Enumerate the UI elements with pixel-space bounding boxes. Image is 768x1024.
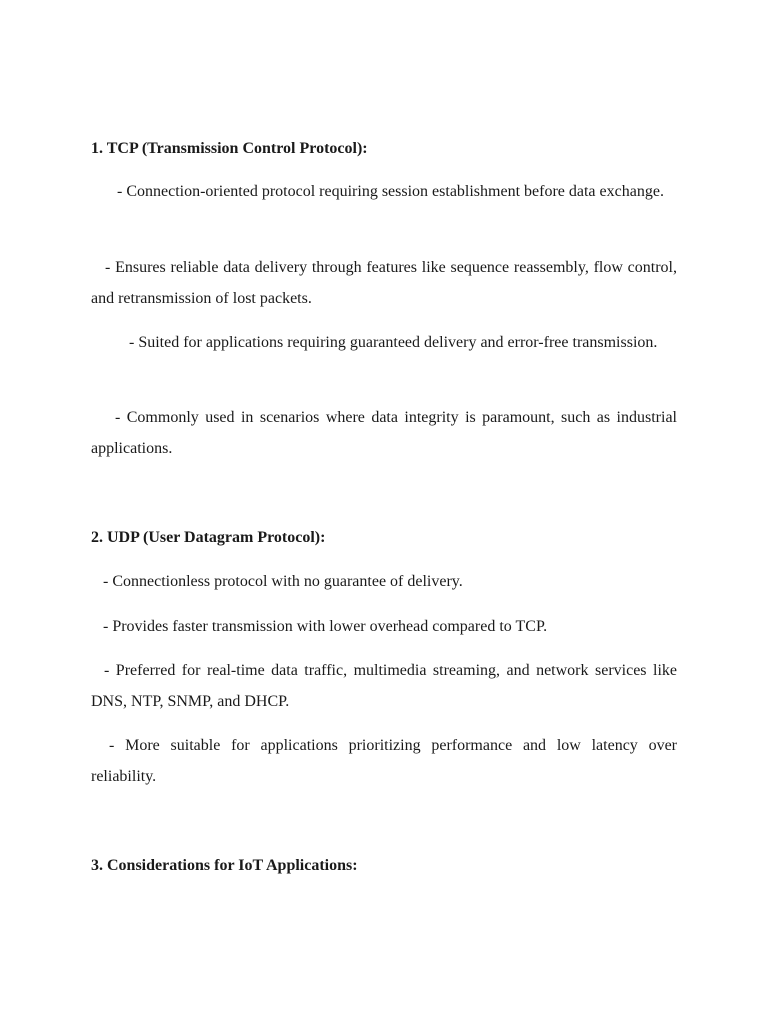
udp-point-3: - Preferred for real-time data traffic, multimedia streaming, and network services like DNS, NTP, SNMP, and DHCP. (91, 662, 677, 710)
tcp-point-4: - Commonly used in scenarios where data integrity is paramount, such as industrial applications. (91, 409, 677, 457)
udp-point-2: - Provides faster transmission with lower overhead compared to TCP. (103, 618, 548, 635)
section-heading-iot: 3. Considerations for IoT Applications: (91, 857, 358, 874)
udp-point-4: - More suitable for applications prioritizing performance and low latency over reliability. (91, 737, 677, 785)
udp-point-1: - Connectionless protocol with no guarantee of delivery. (103, 573, 463, 590)
tcp-point-3: - Suited for applications requiring guaranteed delivery and error-free transmission. (129, 334, 658, 351)
section-heading-udp: 2. UDP (User Datagram Protocol): (91, 529, 326, 546)
section-heading-tcp: 1. TCP (Transmission Control Protocol): (91, 140, 368, 157)
tcp-point-2: - Ensures reliable data delivery through features like sequence reassembly, flow control, and retransmission of lost packets. (91, 259, 677, 307)
tcp-point-1: - Connection-oriented protocol requiring session establishment before data exchange. (117, 183, 664, 200)
